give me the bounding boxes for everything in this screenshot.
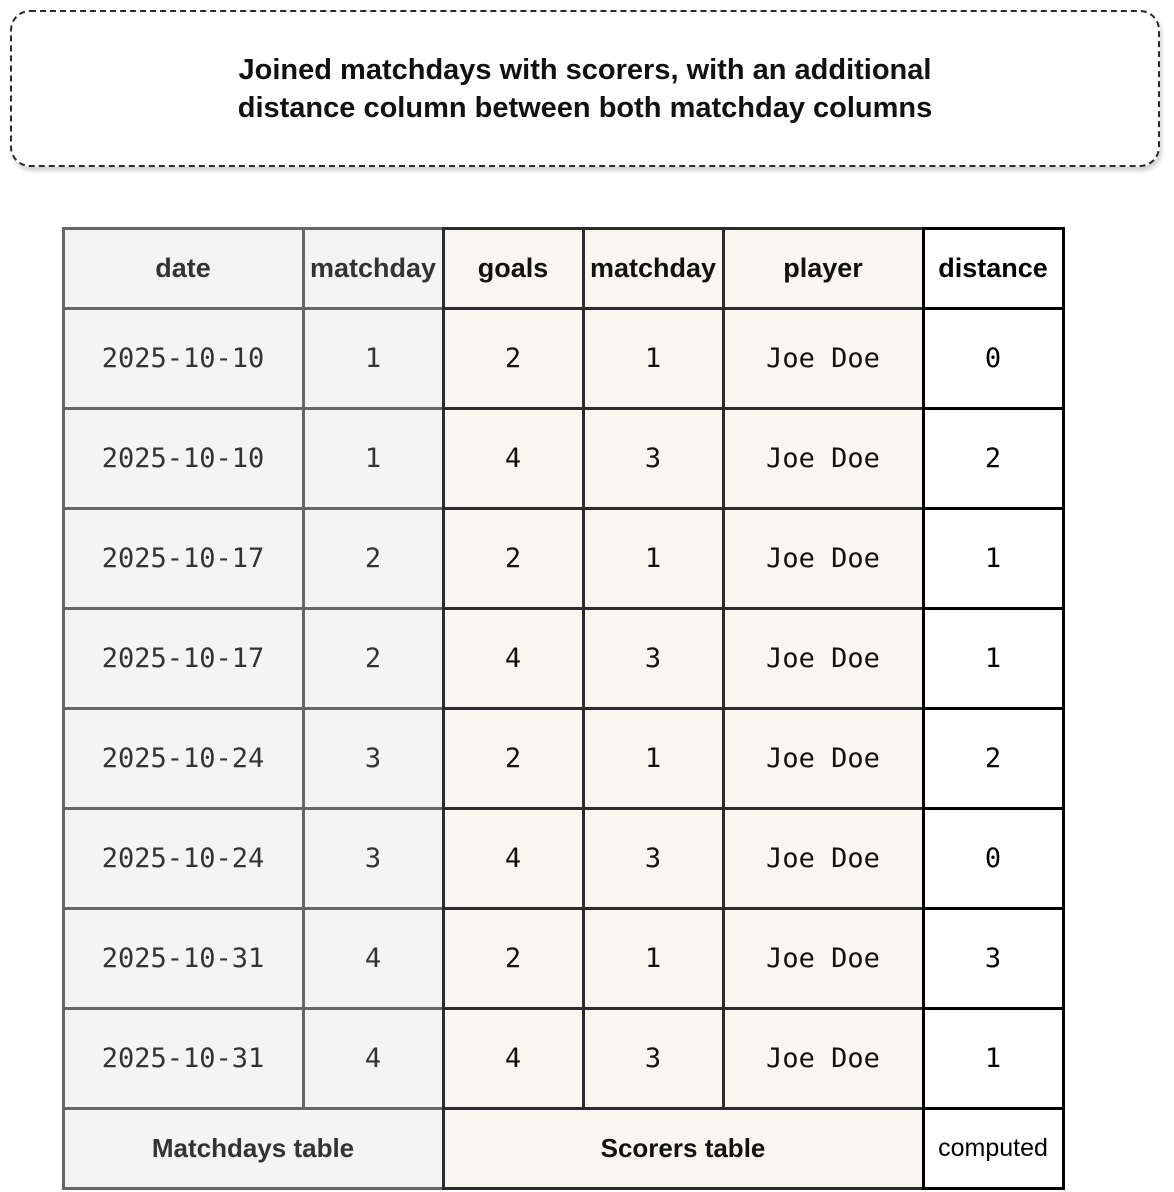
- cell-date: 2025-10-31: [62, 907, 305, 1010]
- column-header-goals: goals: [442, 227, 585, 310]
- cell-player: Joe Doe: [722, 407, 925, 510]
- cell-goals: 2: [442, 307, 585, 410]
- column-header-distance: distance: [922, 227, 1065, 310]
- cell-m_matchday: 1: [302, 307, 445, 410]
- cell-s_matchday: 1: [582, 507, 725, 610]
- cell-goals: 4: [442, 607, 585, 710]
- cell-s_matchday: 1: [582, 907, 725, 1010]
- cell-m_matchday: 3: [302, 707, 445, 810]
- cell-goals: 4: [442, 407, 585, 510]
- cell-m_matchday: 2: [302, 607, 445, 710]
- cell-goals: 2: [442, 507, 585, 610]
- cell-player: Joe Doe: [722, 707, 925, 810]
- column-header-player: player: [722, 227, 925, 310]
- cell-player: Joe Doe: [722, 907, 925, 1010]
- footer-matchdays-label: Matchdays table: [62, 1107, 445, 1190]
- cell-distance: 2: [922, 407, 1065, 510]
- cell-m_matchday: 4: [302, 1007, 445, 1110]
- cell-date: 2025-10-31: [62, 1007, 305, 1110]
- cell-date: 2025-10-24: [62, 707, 305, 810]
- cell-m_matchday: 1: [302, 407, 445, 510]
- column-header-m_matchday: matchday: [302, 227, 445, 310]
- cell-player: Joe Doe: [722, 1007, 925, 1110]
- cell-distance: 0: [922, 307, 1065, 410]
- title-box: [10, 10, 1160, 167]
- footer-scorers-label: Scorers table: [442, 1107, 925, 1190]
- cell-s_matchday: 1: [582, 307, 725, 410]
- cell-date: 2025-10-10: [62, 307, 305, 410]
- cell-s_matchday: 3: [582, 807, 725, 910]
- cell-date: 2025-10-24: [62, 807, 305, 910]
- cell-s_matchday: 3: [582, 607, 725, 710]
- cell-s_matchday: 1: [582, 707, 725, 810]
- column-header-date: date: [62, 227, 305, 310]
- cell-date: 2025-10-17: [62, 607, 305, 710]
- column-header-s_matchday: matchday: [582, 227, 725, 310]
- cell-distance: 1: [922, 607, 1065, 710]
- cell-distance: 3: [922, 907, 1065, 1010]
- cell-distance: 2: [922, 707, 1065, 810]
- cell-distance: 1: [922, 507, 1065, 610]
- cell-distance: 1: [922, 1007, 1065, 1110]
- cell-player: Joe Doe: [722, 307, 925, 410]
- footer-computed-label: computed: [922, 1107, 1065, 1190]
- cell-goals: 4: [442, 1007, 585, 1110]
- cell-goals: 4: [442, 807, 585, 910]
- cell-date: 2025-10-10: [62, 407, 305, 510]
- cell-player: Joe Doe: [722, 507, 925, 610]
- cell-player: Joe Doe: [722, 807, 925, 910]
- cell-m_matchday: 3: [302, 807, 445, 910]
- cell-distance: 0: [922, 807, 1065, 910]
- cell-date: 2025-10-17: [62, 507, 305, 610]
- cell-player: Joe Doe: [722, 607, 925, 710]
- cell-s_matchday: 3: [582, 1007, 725, 1110]
- diagram-title: Joined matchdays with scorers, with an additional distance column between both matchday columns: [237, 53, 933, 124]
- cell-goals: 2: [442, 707, 585, 810]
- cell-m_matchday: 2: [302, 507, 445, 610]
- cell-s_matchday: 3: [582, 407, 725, 510]
- cell-goals: 2: [442, 907, 585, 1010]
- cell-m_matchday: 4: [302, 907, 445, 1010]
